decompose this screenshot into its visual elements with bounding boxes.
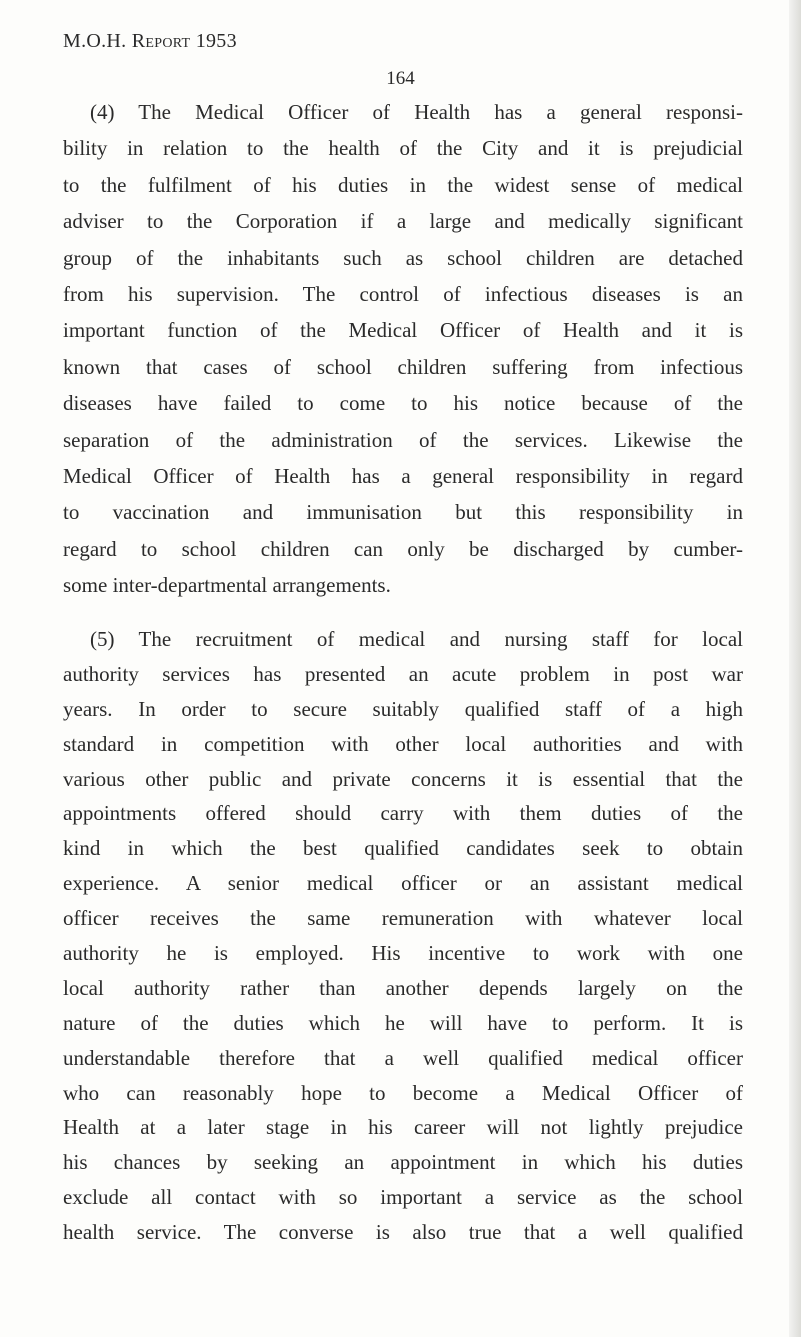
text-line: Medical Officer of Health has a general responsibility in regard [63,463,743,488]
text-line: exclude all contact with so important a service as the school [63,1185,743,1210]
text-line: kind in which the best qualified candidates seek to obtain [63,836,743,861]
page-edge-shadow [789,0,801,1337]
text-line: diseases have failed to come to his notice because of the [63,391,743,416]
text-line: authority he is employed. His incentive to work with one [63,941,743,966]
text-line: his chances by seeking an appointment in which his duties [63,1150,743,1175]
text-line: adviser to the Corporation if a large and medically significant [63,209,743,234]
text-line: experience. A senior medical officer or an assistant medical [63,871,743,896]
text-line: years. In order to secure suitably qualified staff of a high [63,696,743,721]
text-line: known that cases of school children suffering from infectious [63,354,743,379]
text-line: (4) The Medical Officer of Health has a general responsi- [90,100,743,124]
text-line: bility in relation to the health of the City and it is prejudicial [63,136,743,161]
text-line: to vaccination and immunisation but this responsibility in [63,500,743,525]
text-line: who can reasonably hope to become a Medical Officer of [63,1080,743,1105]
text-line: appointments offered should carry with them duties of the [63,801,743,826]
page-number: 164 [386,68,415,89]
running-head: M.O.H. Report 1953 [63,30,237,52]
text-line: to the fulfilment of his duties in the widest sense of medical [63,172,743,197]
text-line: Health at a later stage in his career will not lightly prejudice [63,1115,743,1140]
text-line: understandable therefore that a well qualified medical officer [63,1045,743,1070]
text-line: local authority rather than another depends largely on the [63,975,743,1000]
text-line: important function of the Medical Officer of Health and it is [63,318,743,343]
text-line: group of the inhabitants such as school children are detached [63,245,743,270]
text-line: nature of the duties which he will have to perform. It is [63,1010,743,1035]
text-line: standard in competition with other local authorities and with [63,731,743,756]
text-line: (5) The recruitment of medical and nursing staff for local [90,627,743,651]
paragraph-4 [63,94,743,603]
text-line: authority services has presented an acute problem in post war [63,661,743,686]
text-line: separation of the administration of the services. Likewise the [63,427,743,452]
paragraph-5 [63,622,743,1250]
text-line: regard to school children can only be discharged by cumber- [63,536,743,561]
text-line: some inter-departmental arrangements. [63,573,391,598]
text-line: officer receives the same remuneration with whatever local [63,906,743,931]
text-line: various other public and private concerns it is essential that the [63,766,743,791]
text-line: health service. The converse is also true that a well qualified [63,1220,743,1245]
text-line: from his supervision. The control of infectious diseases is an [63,281,743,306]
